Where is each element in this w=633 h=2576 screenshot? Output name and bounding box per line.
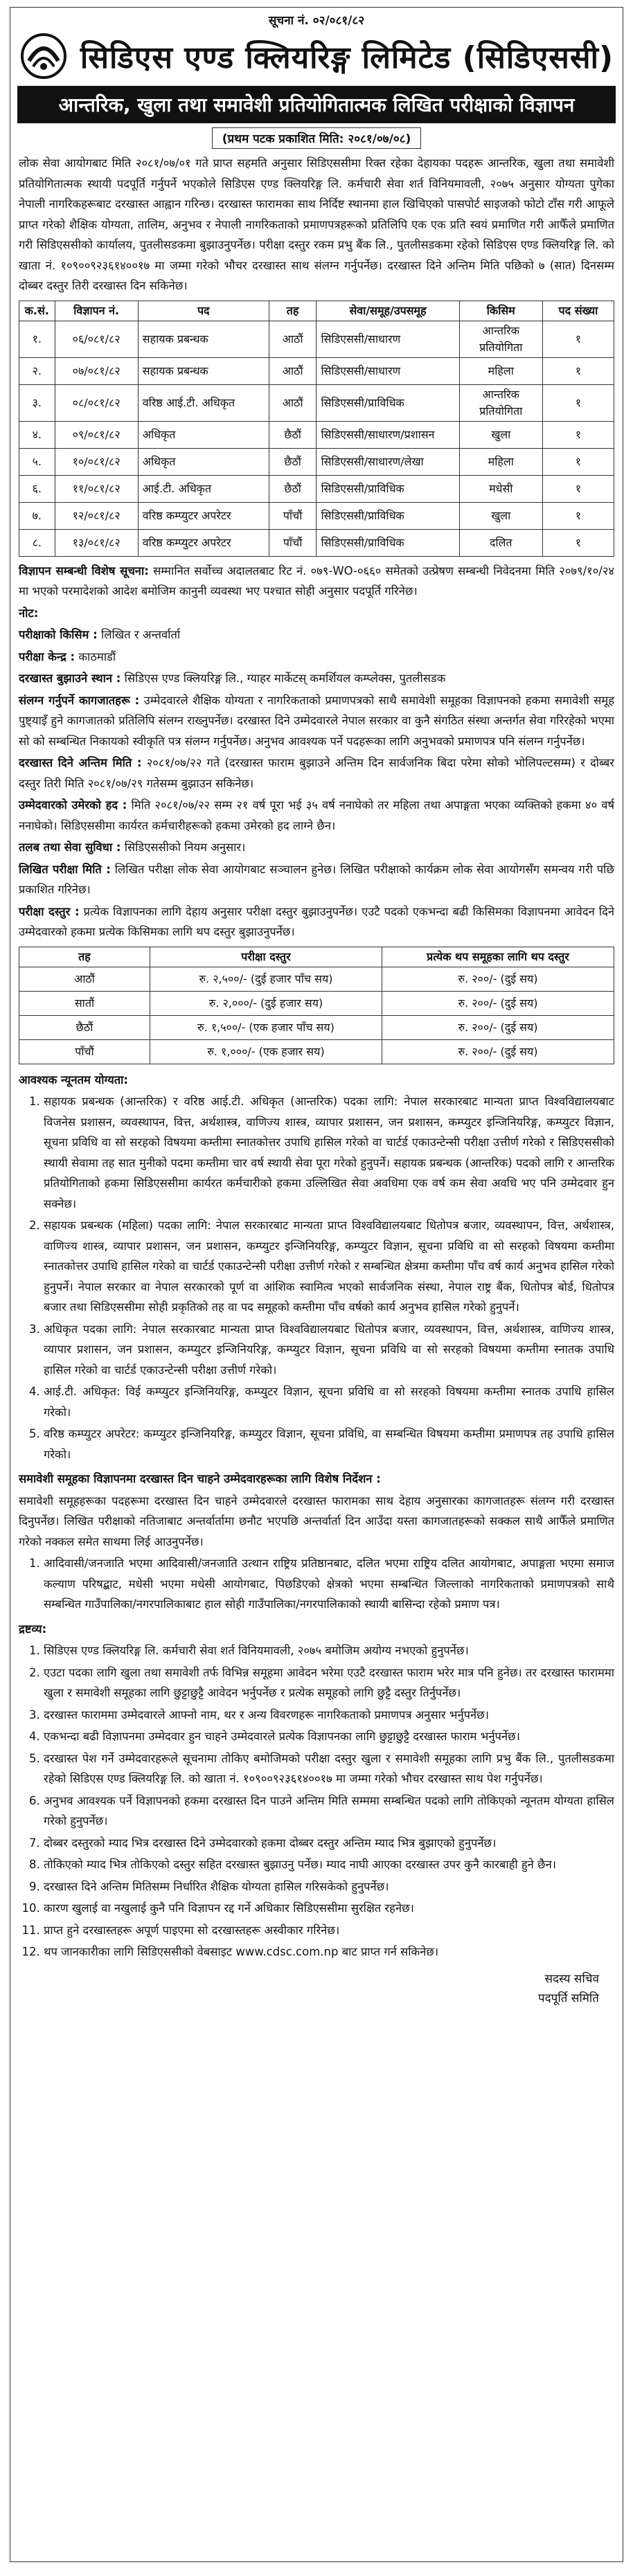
info-exam-center xyxy=(19,647,614,668)
cell: पाँचौं xyxy=(269,529,316,556)
cell: सिडिएससी/साधारण xyxy=(316,357,459,384)
cell: सिडिएससी/प्राविधिक xyxy=(316,475,459,502)
inclusive-title: समावेशी समूहका विज्ञापनमा दरखास्त दिन चाहने उम्मेदवारहरूका लागि विशेष निर्देशन : xyxy=(19,1472,381,1485)
cell: १२/०८१/८२ xyxy=(55,502,138,529)
cell: वरिष्ठ आई.टी. अधिकृत xyxy=(138,384,269,421)
cell: २. xyxy=(19,357,55,384)
cell: अधिकृत xyxy=(138,448,269,475)
table-row xyxy=(19,448,614,475)
cell: सातौं xyxy=(19,991,150,1015)
cell: खुला xyxy=(459,421,542,448)
cell: १ xyxy=(542,529,614,556)
list-item: 4. आई.टी. अधिकृत: विई कम्प्युटर इन्जिनियरिङ्ग, कम्प्युटर विज्ञान, सूचना प्रविधि वा सो सरहको विषयमा कम्तीमा स्नातक उपाधि हासिल गरेको। xyxy=(44,1381,614,1422)
list-item: 9. दरखास्त दिने अन्तिम मितिसम्म निर्धारित शैक्षिक योग्यता हासिल गरिसकेको हुनुपर्नेछ। xyxy=(44,1877,614,1897)
posts-table xyxy=(19,301,614,557)
cell: अधिकृत xyxy=(138,421,269,448)
info-label: लिखित परीक्षा मिति : xyxy=(19,862,111,876)
list-item: 1. आदिवासी/जनजाति भएमा आदिवासी/जनजाति उत्थान राष्ट्रिय प्रतिष्ठानबाट, दलित भएमा राष्ट्रिय दलित आयोगबाट, अपाङ्गता भएमा समाज कल्याण परिषद्बाट, मधेसी भएमा मधेसी आयोगबाट, पिछडिएको क्षेत्रको भएमा सम्बन्धित जिल्लाको नागरिकताको प्रमाणपत्रको साथै सम्बन्धित गाउँपालिका/नगरपालिकाबाट हाल सोही गाउँपालिका/नगरपालिकाको स्थायी बासिन्दा रहेको प्रमाण पत्र। xyxy=(44,1553,614,1615)
cell: वरिष्ठ कम्प्युटर अपरेटर xyxy=(138,502,269,529)
cell: सिडिएससी/साधारण/लेखा xyxy=(316,448,459,475)
cell: पाँचौं xyxy=(269,502,316,529)
info-exam-fee xyxy=(19,902,614,942)
cell: छैठौं xyxy=(19,1015,150,1039)
advertisement-banner: आन्तरिक, खुला तथा समावेशी प्रतियोगितात्मक लिखित परीक्षाको विज्ञापन xyxy=(17,86,616,123)
posts-col-sn: क.सं. xyxy=(19,301,55,321)
info-label: परीक्षा केन्द्र : xyxy=(19,650,75,663)
info-exam-type xyxy=(19,625,614,645)
company-logo-icon xyxy=(19,32,68,80)
info-text: मिति २०८१/०७/२२ सम्म २१ वर्ष पूरा भई ३५ वर्ष ननाघेको तर महिला तथा अपाङ्गता भएका व्यक्तिको हकमा ४० वर्ष ननाघेको। सिडिएससीमा कार्यरत कर्मचारीहरूको हकमा उमेरको हद लाग्ने छैन। xyxy=(19,798,615,832)
info-label: संलग्न गर्नुपर्ने कागजातहरू : xyxy=(19,693,140,707)
list-item: 8. तोकिएको म्याद भित्र तोकिएको दस्तुर सहित दरखास्त बुझाउनु पर्नेछ। म्याद नाघी आएका दरखास्त उपर कुनै कारबाही हुने छैन। xyxy=(44,1854,614,1875)
table-row xyxy=(19,357,614,384)
cell: आन्तरिक प्रतियोगिता xyxy=(459,321,542,357)
info-label: दरखास्त बुझाउने स्थान : xyxy=(19,672,121,685)
qualifications-list xyxy=(19,1091,614,1465)
posts-col-count: पद संख्या xyxy=(542,301,614,321)
table-row xyxy=(19,967,614,991)
notes-list xyxy=(19,1640,614,1962)
info-label: परीक्षाको किसिम : xyxy=(19,628,98,641)
cell: ५. xyxy=(19,448,55,475)
inclusive-intro: समावेशी समूहहरूका पदहरूमा दरखास्त दिन चाहने उम्मेदवारले दरखास्त फारामका साथ देहाय अनुसारका कागजातहरू संलग्न गरी दरखास्त दिनुपर्नेछ। लिखित परीक्षाको नतिजाबाट अन्तर्वार्तामा छनौट भएपछि अन्तर्वार्ता दिन आउँदा यस्ता कागजातहरूको सक्कल साथै आफैँले प्रमाणित गरेको नक्कल समेत साथमा लिई आउनुपर्नेछ। xyxy=(19,1494,614,1548)
cell: वरिष्ठ कम्प्युटर अपरेटर xyxy=(138,529,269,556)
company-name: सिडिएस एण्ड क्लियरिङ्ग लिमिटेड (सिडिएससी) xyxy=(80,40,614,75)
note-label: नोट: xyxy=(19,606,39,620)
qualifications-title: आवश्यक न्यूनतम योग्यता: xyxy=(19,1073,128,1086)
cell: ०६/०८१/८२ xyxy=(55,321,138,357)
cell: छैठौं xyxy=(269,421,316,448)
posts-col-post: पद xyxy=(138,301,269,321)
cell: ७. xyxy=(19,502,55,529)
advertisement-page xyxy=(10,7,623,2562)
info-label: दरखास्त दिने अन्तिम मिति : xyxy=(19,756,142,769)
cell: रु. १,५००/- (एक हजार पाँच सय) xyxy=(150,1015,382,1039)
posts-col-adno: विज्ञापन नं. xyxy=(55,301,138,321)
info-documents xyxy=(19,690,614,752)
cell: १ xyxy=(542,475,614,502)
cell: आई.टी. अधिकृत xyxy=(138,475,269,502)
cell: सिडिएससी/प्राविधिक xyxy=(316,529,459,556)
list-item: 4. एकभन्दा बढी विज्ञापनमा उम्मेदवार हुन चाहने उम्मेदवारले प्रत्येक विज्ञापनका लागि छुट्टाछुट्टै दरखास्त फाराम भर्नुपर्नेछ। xyxy=(44,1726,614,1747)
fees-col-extra: प्रत्येक थप समूहका लागि थप दस्तुर xyxy=(382,947,614,967)
signature-block xyxy=(19,1969,614,2008)
info-text: लिखित परीक्षा लोक सेवा आयोगबाट सञ्चालन हुनेछ। लिखित परीक्षाको कार्यक्रम लोक सेवा आयोगसँग समन्वय गरी पछि प्रकाशित गरिनेछ। xyxy=(19,862,614,896)
cell: आन्तरिक प्रतियोगिता xyxy=(459,384,542,421)
list-item: 3. दरखास्त फाराममा उम्मेदवारले आफ्नो नाम, थर र अन्य विवरणहरू नागरिकताको प्रमाणपत्र अनुसार भर्नुपर्नेछ। xyxy=(44,1705,614,1726)
cell: आठौं xyxy=(269,321,316,357)
cell: ११/०८१/८२ xyxy=(55,475,138,502)
cell: रु. २००/- (दुई सय) xyxy=(382,1039,614,1064)
signature-title: सदस्य सचिव xyxy=(544,1971,599,1986)
info-text: २०८१/०७/२२ गते (दरखास्त फाराम बुझाउने अन्तिम दिन सार्वजनिक बिदा परेमा सोको भोलिपल्टसम्म) र दोब्बर दस्तुर तिरी मिति २०८१/०७/२९ गतेसम्म बुझाउन सकिनेछ। xyxy=(19,756,614,790)
list-item: 1. सिडिएस एण्ड क्लियरिङ्ग लि. कर्मचारी सेवा शर्त विनियमावली, २०७५ बमोजिम अयोग्य नभएको हुनुपर्नेछ। xyxy=(44,1640,614,1661)
cell: सहायक प्रबन्धक xyxy=(138,357,269,384)
cell: सहायक प्रबन्धक xyxy=(138,321,269,357)
cell: ३. xyxy=(19,384,55,421)
fees-col-fee: परीक्षा दस्तुर xyxy=(150,947,382,967)
special-notice xyxy=(19,561,614,602)
cell: खुला xyxy=(459,502,542,529)
list-item: 5. दरखास्त पेश गर्ने उम्मेदवारहरूले सूचनामा तोकिए बमोजिमको परीक्षा दस्तुर खुला र समावेशी समूहका लागि प्रभु बैंक लि., पुतलीसडकमा रहेको सिडिएस एण्ड क्लियरिङ्ग लि. को खाता नं. १०९००९२३६१४००१७ मा जम्मा गरेको भौचर दरखास्त साथ पेश गर्नुपर्नेछ। xyxy=(44,1748,614,1789)
cell: सिडिएससी/प्राविधिक xyxy=(316,384,459,421)
inclusive-list xyxy=(19,1553,614,1615)
cell: १ xyxy=(542,502,614,529)
cell: १३/०८१/८२ xyxy=(55,529,138,556)
list-item: 6. अनुभव आवश्यक पर्ने विज्ञापनको हकमा दरखास्त दिन पाउने अन्तिम मिति सम्ममा सम्बन्धित पदको लागि तोकिएको न्यूनतम योग्यता हासिल गरेको हुनुपर्नेछ। xyxy=(44,1791,614,1832)
cell: १ xyxy=(542,421,614,448)
cell: दलित xyxy=(459,529,542,556)
cell: ४. xyxy=(19,421,55,448)
posts-col-level: तह xyxy=(269,301,316,321)
cell: ०९/०८१/८२ xyxy=(55,421,138,448)
info-label: परीक्षा दस्तुर : xyxy=(19,904,80,918)
cell: १ xyxy=(542,321,614,357)
info-text: काठमाडौं xyxy=(78,650,116,663)
table-row xyxy=(19,502,614,529)
info-deadline xyxy=(19,753,614,794)
cell: सिडिएससी/प्राविधिक xyxy=(316,502,459,529)
table-row xyxy=(19,529,614,556)
cell: १. xyxy=(19,321,55,357)
info-salary xyxy=(19,837,614,858)
cell: आठौं xyxy=(269,384,316,421)
cell: १०/०८१/८२ xyxy=(55,448,138,475)
list-item: 10. कारण खुलाई वा नखुलाई कुनै पनि विज्ञापन रद्द गर्ने अधिकार सिडिएससीमा सुरक्षित रहनेछ। xyxy=(44,1898,614,1919)
list-item: 11. प्राप्त हुने दरखास्तहरू अपूर्ण पाइएमा सो दरखास्तहरू अस्वीकार गरिनेछ। xyxy=(44,1920,614,1941)
cell: ८. xyxy=(19,529,55,556)
list-item: 2. सहायक प्रबन्धक (महिला) पदका लागि: नेपाल सरकारबाट मान्यता प्राप्त विश्वविद्यालयबाट धितोपत्र बजार, व्यवस्थापन, वित्त, अर्थशास्त्र, वाणिज्य शास्त्र, व्यापार प्रशासन, जन प्रशासन, कम्प्युटर इन्जिनियरिङ्ग, कम्प्युटर विज्ञान, सूचना प्रविधि वा सो सरहको विषयमा कम्तीमा स्नातकोत्तर उपाधि हासिल गरेको वा चार्टर्ड एकाउन्टेन्सी परीक्षा उत्तीर्ण गरेको र सम्बन्धित क्षेत्रमा कम्तीमा पाँच वर्ष कार्य अनुभव हासिल गरेको हुनुपर्ने। नेपाल सरकार वा नेपाल सरकारको पूर्ण वा आंशिक स्वामित्व भएको सार्वजनिक संस्था, नेपाल राष्ट्र बैंक, धितोपत्र बोर्ड, धितोपत्र बजार तथा सिडिएससीमा सोही प्रकृतिको तह वा पद समूहको कम्तीमा पाँच वर्षको कार्य अनुभव हासिल गरेको हुनुपर्ने। xyxy=(44,1215,614,1318)
info-text: लिखित र अन्तर्वार्ता xyxy=(101,628,181,641)
posts-col-type: किसिम xyxy=(459,301,542,321)
cell: १ xyxy=(542,448,614,475)
fees-table-header xyxy=(19,947,614,967)
table-row xyxy=(19,475,614,502)
cell: ०७/०८१/८२ xyxy=(55,357,138,384)
list-item: 2. एउटा पदका लागि खुला तथा समावेशी तर्फ विभिन्न समूहमा आवेदन भरेमा एउटै दरखास्त फाराम भरेर मात्र पनि हुनेछ। तर दरखास्त फाराममा खुला र समावेशी समूहका लागि छुट्टाछुट्टै आवेदन भर्नुपर्नेछ र प्रत्येक समूहको लागि छुट्टै दस्तुर तिर्नुपर्नेछ। xyxy=(44,1663,614,1703)
info-label: तलब तथा सेवा सुविधा : xyxy=(19,841,121,854)
info-text: सिडिएस एण्ड क्लियरिङ्ग लि., ग्याहर मार्केटस् कमर्शियल कम्प्लेक्स, पुतलीसडक xyxy=(124,672,446,685)
intro-paragraph: लोक सेवा आयोगबाट मिति २०८१/०७/०१ गते प्राप्त सहमति अनुसार सिडिएससीमा रिक्त रहेका देहायका पदहरू आन्तरिक, खुला तथा समावेशी प्रतियोगितात्मक स्थायी पदपूर्ति गर्नुपर्ने भएकोले सिडिएस एण्ड क्लियरिङ्ग लि. कर्मचारी सेवा शर्त विनियमावली, २०७५ अनुसार योग्यता पुगेका नेपाली नागरिकहरूबाट दरखास्त आह्वान गरिन्छ। दरखास्त फारामका साथ निर्दिष्ट स्थानमा हाल खिचिएको पासपोर्ट साइजको फोटो टाँस गरी आफूले प्राप्त गरेको शैक्षिक योग्यता, तालिम, अनुभव र नेपाली नागरिकताको प्रमाणपत्रहरूको प्रतिलिपि एक एक प्रति स्वयं प्रमाणित गरी आफैँले प्रमाणित गरी सिडिएससीको कार्यालय, पुतलीसडकमा बुझाउनुपर्नेछ। परीक्षा दस्तुर रकम प्रभु बैंक लि., पुतलीसडकमा रहेको सिडिएस एण्ड क्लियरिङ्ग लि. को खाता नं. १०९००९२३६१४००१७ मा जम्मा गरेको भौचर दरखास्त साथ संलग्न गर्नुपर्नेछ। दरखास्त दिने अन्तिम मिति पछिको ७ (सात) दिनसम्म दोब्बर दस्तुर तिरी दरखास्त दिन सकिनेछ। xyxy=(19,156,614,292)
cell: १ xyxy=(542,357,614,384)
cell: ६. xyxy=(19,475,55,502)
info-label: उम्मेदवारको उमेरको हद : xyxy=(19,798,127,812)
cell: आठौं xyxy=(19,967,150,991)
cell: रु. २००/- (दुई सय) xyxy=(382,991,614,1015)
notice-number: सूचना नं. ०२/०८१/८२ xyxy=(268,14,365,28)
cell: मधेसी xyxy=(459,475,542,502)
cell: रु. २,५००/- (दुई हजार पाँच सय) xyxy=(150,967,382,991)
list-item: 5. वरिष्ठ कम्प्युटर अपरेटर: कम्प्युटर इन्जिनियरिङ्ग, कम्प्युटर विज्ञान, सूचना प्रविधि, वा सम्बन्धित विषयमा कम्तीमा प्रमाणपत्र तह उपाधि हासिल गरेको। xyxy=(44,1424,614,1465)
list-item: 12. थप जानकारीका लागि सिडिएससीको वेबसाइट www.cdsc.com.np बाट प्राप्त गर्न सकिनेछ। xyxy=(44,1942,614,1962)
cell: आठौं xyxy=(269,357,316,384)
special-notice-label: विज्ञापन सम्बन्धी विशेष सूचना: xyxy=(19,564,149,578)
cell: रु. २,०००/- (दुई हजार सय) xyxy=(150,991,382,1015)
cell: रु. २००/- (दुई सय) xyxy=(382,1015,614,1039)
cell: १ xyxy=(542,384,614,421)
table-row xyxy=(19,1039,614,1064)
info-text: सिडिएससीको नियम अनुसार। xyxy=(124,841,246,854)
table-row xyxy=(19,991,614,1015)
list-item: 7. दोब्बर दस्तुरको म्याद भित्र दरखास्त दिने उम्मेदवारको हकमा दोब्बर दस्तुर अन्तिम म्याद भित्र बुझाएको हुनुपर्नेछ। xyxy=(44,1833,614,1854)
table-row xyxy=(19,1015,614,1039)
list-item: 1. सहायक प्रबन्धक (आन्तरिक) र वरिष्ठ आई.टी. अधिकृत (आन्तरिक) पदका लागि: नेपाल सरकारबाट मान्यता प्राप्त विश्वविद्यालयबाट विजनेस प्रशासन, व्यवस्थापन, वित्त, अर्थशास्त्र, वाणिज्य शास्त्र, व्यापार प्रशासन, जन प्रशासन, कम्प्युटर इन्जिनियरिङ्ग, कम्प्युटर विज्ञान, सूचना प्रविधि वा सो सरहको विषयमा कम्तीमा स्नातकोत्तर उपाधि हासिल गरेको वा चार्टर्ड एकाउन्टेन्सी परीक्षा उत्तीर्ण गरेको र सिडिएससीको स्थायी सेवामा तह सात मुनीको पदमा कम्तीमा चार वर्ष स्थायी सेवा पूरा गरेको हुनुपर्ने। सहायक प्रबन्धक (आन्तरिक) पदको लागि र आन्तरिक प्रतियोगिताको हकमा सिडिएससीमा कार्यरत कर्मचारीको हकमा उल्लिखित सेवा अवधिमा एक वर्ष कम सेवा अवधि भए पनि उम्मेदवार हुन सक्नेछ। xyxy=(44,1091,614,1214)
list-item: 3. अधिकृत पदका लागि: नेपाल सरकारबाट मान्यता प्राप्त विश्वविद्यालयबाट धितोपत्र बजार, व्यवस्थापन, वित्त, अर्थशास्त्र, वाणिज्य शास्त्र, व्यापार प्रशासन, जन प्रशासन, कम्प्युटर इन्जिनियरिङ्ग, कम्प्युटर विज्ञान, सूचना प्रविधि वा सो सरहको विषयमा कम्तीमा स्नातक उपाधि हासिल गरेको वा चार्टर्ड एकाउन्टेन्सी परीक्षा उत्तीर्ण गरेको। xyxy=(44,1319,614,1381)
cell: छैठौं xyxy=(269,475,316,502)
info-written-exam xyxy=(19,859,614,900)
cell: महिला xyxy=(459,448,542,475)
cell: ०८/०८१/८२ xyxy=(55,384,138,421)
publish-date: (प्रथम पटक प्रकाशित मिति: २०८१/०७/०८) xyxy=(212,127,422,149)
notes-title: द्रष्टव्य: xyxy=(19,1622,47,1636)
table-row xyxy=(19,384,614,421)
cell: पाँचौं xyxy=(19,1039,150,1064)
cell: छैठौं xyxy=(269,448,316,475)
cell: सिडिएससी/साधारण xyxy=(316,321,459,357)
company-header xyxy=(10,32,623,80)
info-text: प्रत्येक विज्ञापनका लागि देहाय अनुसार परीक्षा दस्तुर बुझाउनुपर्नेछ। एउटै पदको एकभन्दा बढी किसिमका विज्ञापनमा आवेदन दिने उम्मेदवारको हकमा प्रत्येक किसिमका लागि थप दस्तुर बुझाउनुपर्नेछ। xyxy=(19,904,614,938)
cell: सिडिएससी/साधारण/प्रशासन xyxy=(316,421,459,448)
table-row xyxy=(19,421,614,448)
table-row xyxy=(19,321,614,357)
cell: रु. १,०००/- (एक हजार सय) xyxy=(150,1039,382,1064)
advertisement-body xyxy=(10,149,623,2008)
fees-table xyxy=(19,947,614,1064)
cell: रु. २००/- (दुई सय) xyxy=(382,967,614,991)
info-submission-place xyxy=(19,668,614,689)
special-notice-text: सम्मानित सर्वोच्च अदालतबाट रिट नं. ०७९-WO-०६६० समेतको उत्प्रेषण सम्बन्धी निवेदनमा मिति २०७९/१०/२४ मा भएको परमादेशको आदेश बमोजिम कानुनी व्यवस्था भए पश्चात सोही अनुसार पदपूर्ति गरिनेछ। xyxy=(19,564,615,598)
posts-col-service: सेवा/समूह/उपसमूह xyxy=(316,301,459,321)
posts-table-header xyxy=(19,301,614,321)
fees-col-level: तह xyxy=(19,947,150,967)
info-text: उम्मेदवारले शैक्षिक योग्यता र नागरिकताको प्रमाणपत्रको साथै समावेशी समूहका विज्ञापनको हकमा समावेशी समूह पुष्ट्याइँ हुने कागजातको प्रतिलिपि संलग्न राख्नुपर्नेछ। दरखास्त दिने उम्मेदवारले नेपाल सरकार वा कुनै संगठित संस्था अन्तर्गत सेवा गरिरहेको भएमा सो को सम्बन्धित निकायको स्वीकृति पत्र संलग्न गर्नुपर्नेछ। अनुभव आवश्यक पर्ने पदहरूका लागि अनुभवको प्रमाणपत्र पनि संलग्न गर्नुपर्नेछ। xyxy=(19,693,614,748)
signature-committee: पदपूर्ति समिति xyxy=(538,1991,599,2005)
info-age-limit xyxy=(19,795,614,836)
cell: महिला xyxy=(459,357,542,384)
